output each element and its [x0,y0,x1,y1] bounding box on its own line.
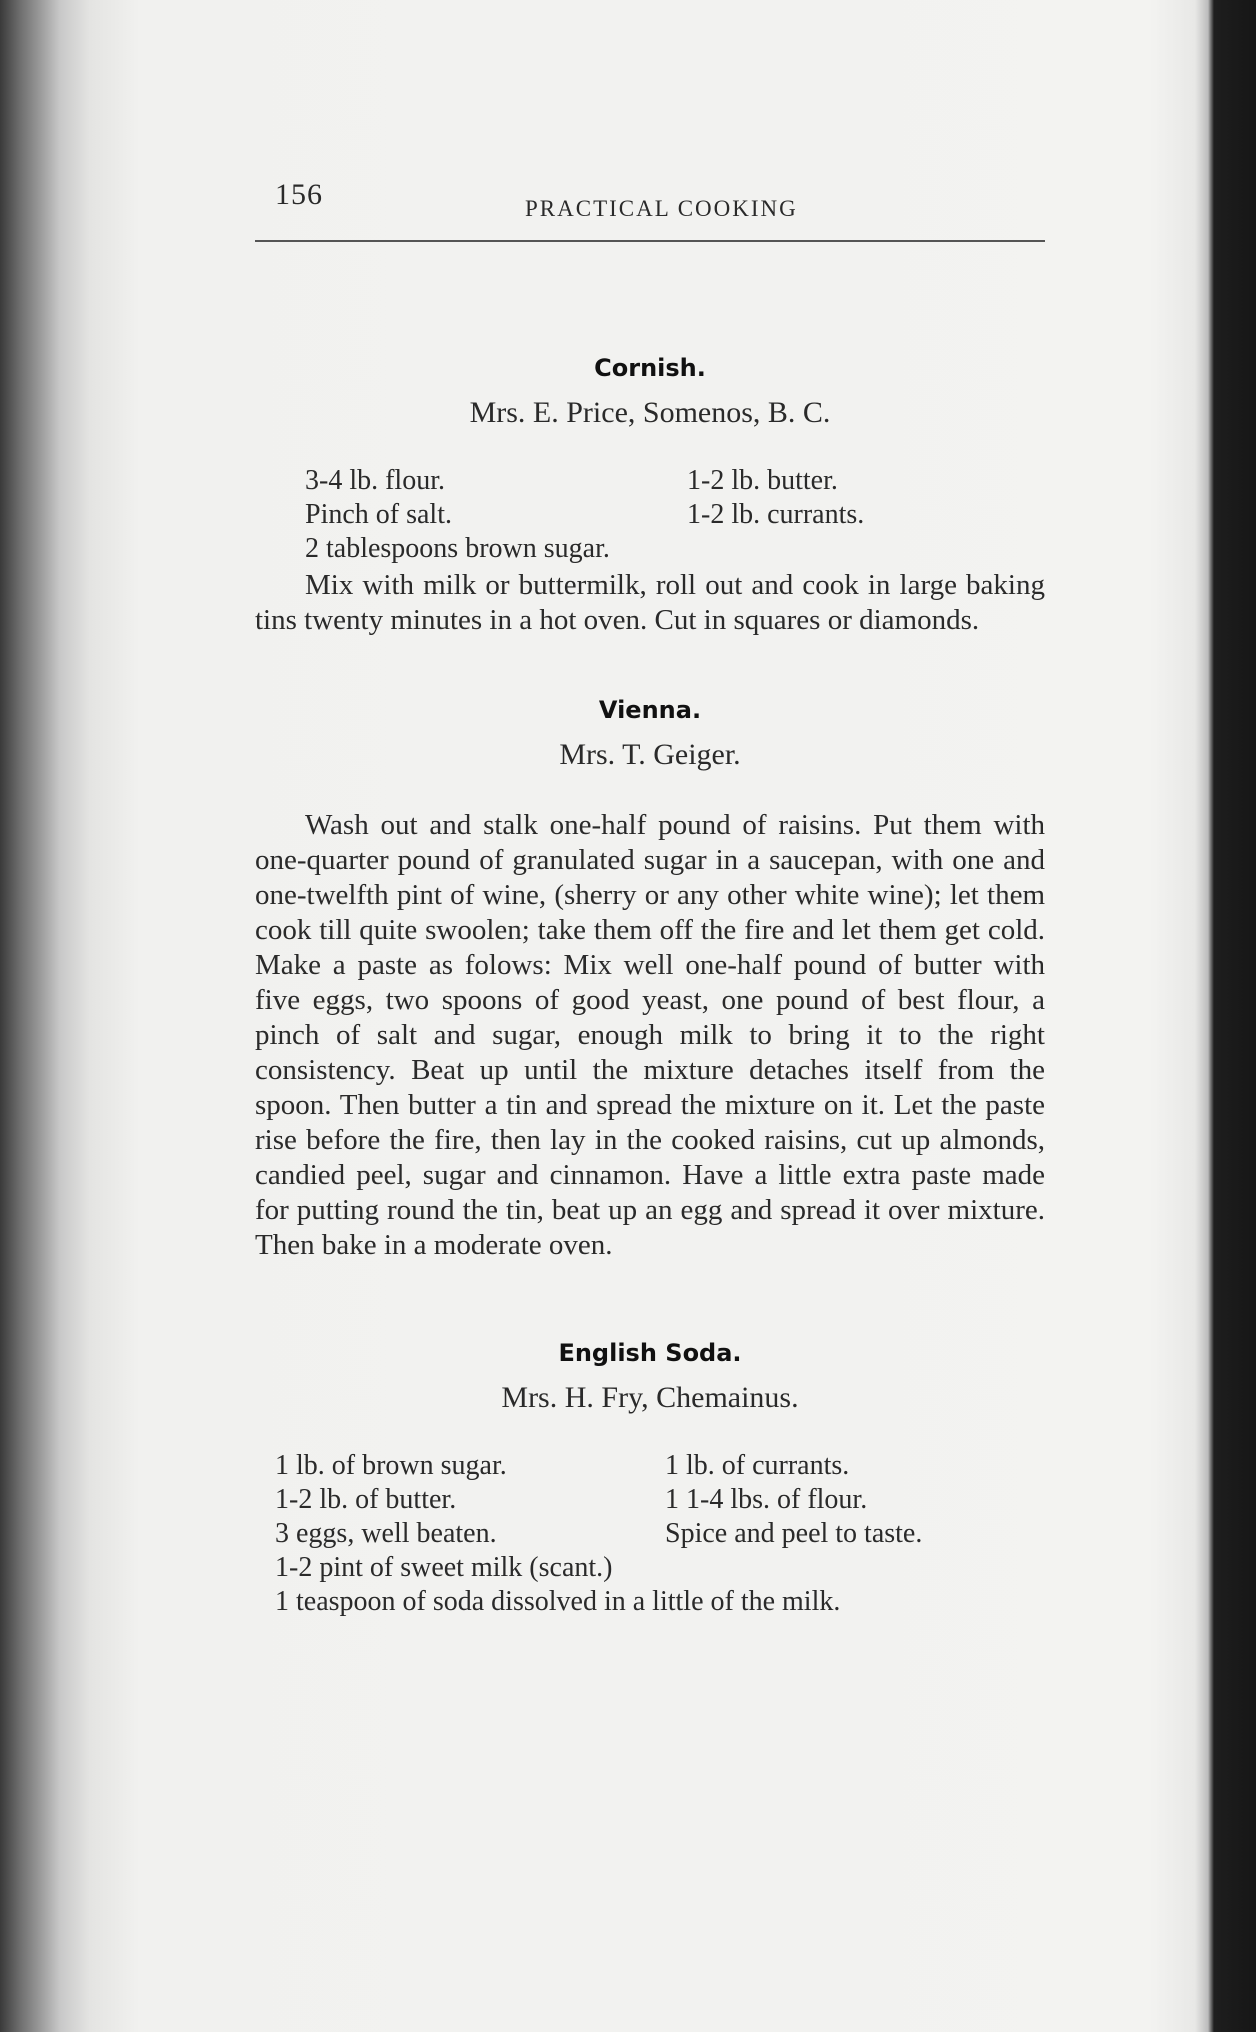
recipe-author: Mrs. E. Price, Somenos, B. C. [469,396,831,429]
ingredient: 1-2 lb. currants. [687,499,865,530]
recipe-cornish [255,354,1045,638]
ingredient: Spice and peel to taste. [665,1518,923,1549]
recipe-english-soda [255,1339,1045,1619]
recipe-author: Mrs. T. Geiger. [559,738,741,771]
ingredient: 1 lb. of brown sugar. [275,1450,507,1481]
recipe-method: Wash out and stalk one-half pound of raisins. Put them with one-quarter pound of granulated sugar in a saucepan, with one and one-twelfth pint of wine, (sherry or any other white wine); let them cook till quite swoolen; take them off the fire and let them get cold. Make a paste as folows: Mix well one-half pound of butter with five eggs, two spoons of good yeast, one pound of best flour, a pinch of salt and sugar, enough milk to bring it to the right consistency. Beat up until the mixture detaches itself from the spoon. Then butter a tin and spread the mixture on it. Let the paste rise before the fire, then lay in the cooked raisins, cut up almonds, candied peel, sugar and cinnamon. Have a little extra paste made for putting round the tin, beat up an egg and spread it over mixture. Then bake in a moderate oven. [255,809,1045,1261]
ingredient-row [305,464,1045,498]
running-title: PRACTICAL COOKING [525,196,798,221]
ingredient-list [275,1449,1045,1619]
ingredient: 1-2 pint of sweet milk (scant.) [275,1552,613,1583]
ingredient-row [275,1483,1045,1517]
recipe-title: Cornish. [594,354,706,382]
ingredient: 3 eggs, well beaten. [275,1518,497,1549]
ingredient: 1-2 lb. of butter. [275,1484,457,1515]
book-page [255,170,1045,1619]
recipe-method: Mix with milk or buttermilk, roll out and cook in large baking tins twenty minutes in a hot oven. Cut in squares or diamonds. [255,569,1045,636]
recipe-title: English Soda. [558,1339,742,1367]
ingredient: 3-4 lb. flour. [305,465,445,496]
ingredient: 1 1-4 lbs. of flour. [665,1484,868,1515]
ingredient-row [305,498,1045,532]
recipe-title: Vienna. [598,696,702,724]
ingredient-list [305,464,1045,566]
page-number: 156 [275,178,323,211]
running-head [255,170,1045,242]
ingredient: 2 tablespoons brown sugar. [305,533,610,564]
ingredient-row [275,1449,1045,1483]
ingredient: 1 lb. of currants. [665,1450,850,1481]
ingredient: Pinch of salt. [305,499,452,530]
ingredient: 1-2 lb. butter. [687,465,838,496]
recipe-author: Mrs. H. Fry, Chemainus. [501,1381,799,1414]
ingredient: 1 teaspoon of soda dissolved in a little of the milk. [275,1586,841,1617]
ingredient-row [275,1517,1045,1551]
recipe-vienna [255,696,1045,1263]
